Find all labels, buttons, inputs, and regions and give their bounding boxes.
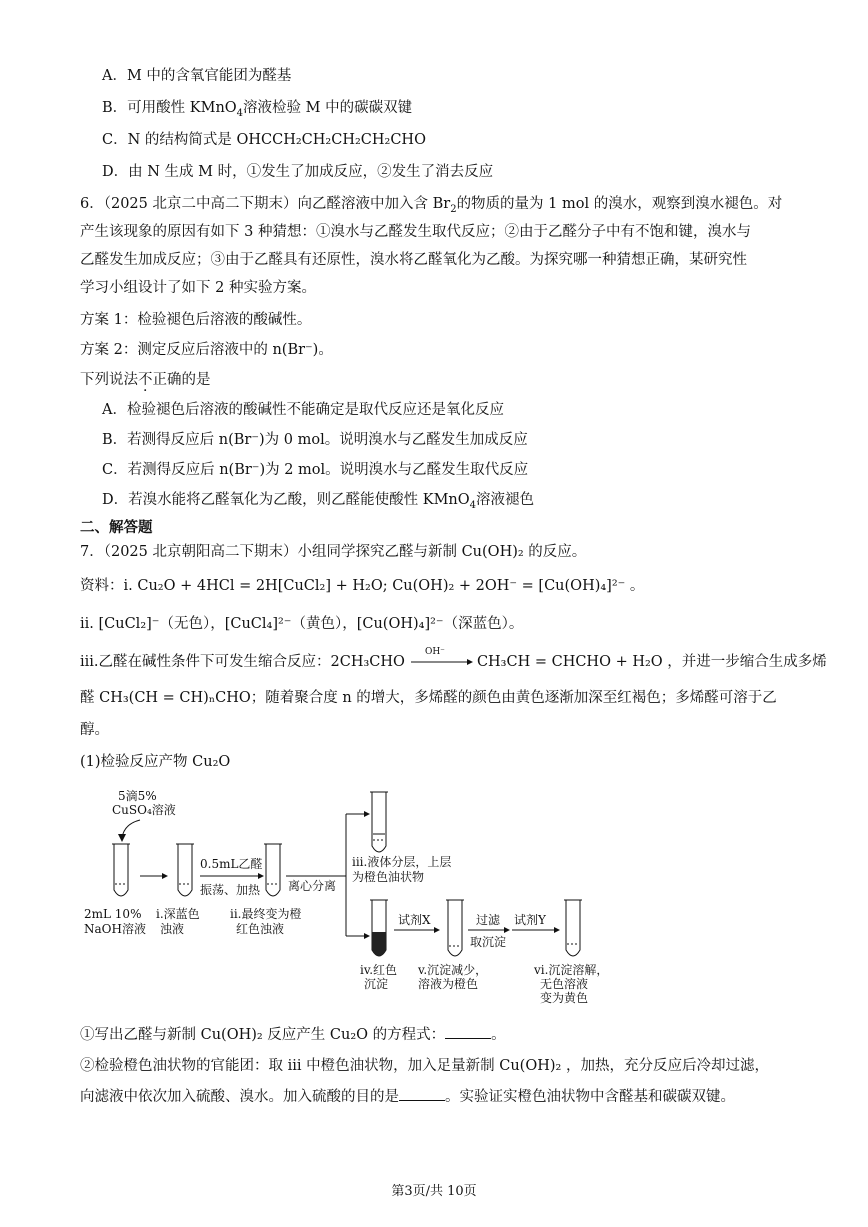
centrifuge-label: 离心分离: [288, 879, 337, 893]
tube-iii-label-line2: 为橙色油状物: [352, 870, 425, 884]
filter-label: 过滤: [476, 913, 501, 927]
arrow-1-icon: [140, 873, 168, 879]
q7-ref-i: 资料：i. Cu₂O + 4HCl = 2H[CuCl₂] + H₂O; Cu(OH)₂ + 2OH⁻ = [Cu(OH)₄]²⁻ 。: [80, 578, 645, 594]
tube2-label-line1: i.深蓝色: [156, 907, 200, 921]
q6-ask-pre: 下列说法: [80, 372, 138, 388]
test-tube-iii-icon: [370, 792, 388, 852]
q5-option-b-text: B．可用酸性 KMnO: [102, 100, 237, 116]
tube-vi-label-line1: vi.沉淀溶解，: [534, 963, 609, 977]
dropping-arrowhead-icon: [118, 834, 126, 842]
q7-sub2-line2-b: 。实验证实橙色油状物中含醛基和碳碳双键。: [445, 1089, 735, 1105]
section-title: 二、解答题: [80, 519, 153, 536]
q7-sub2-line2-a: 向滤液中依次加入硫酸、溴水。加入硫酸的目的是: [80, 1089, 399, 1105]
reagent-y-label: 试剂Y: [514, 913, 546, 927]
q7-sub1-text: ①写出乙醛与新制 Cu(OH)₂ 反应产生 Cu₂O 的方程式：: [80, 1027, 446, 1043]
q6-line1-sub: 2: [450, 203, 457, 215]
q7-ref-iii: [80, 647, 827, 672]
test-tube-vi-icon: [564, 900, 582, 956]
q6-option-d-text2: 溶液褪色: [476, 492, 535, 508]
shake-heat-label: 振荡、加热: [200, 883, 261, 897]
reagent-cuso4-line2: CuSO₄溶液: [112, 803, 176, 817]
page-footer: 第3页/共 10页: [391, 1184, 477, 1199]
tube-vi-label-line3: 变为黄色: [540, 991, 589, 1005]
q6-line1: [80, 194, 782, 214]
q7-ref-iii-line2: 醛 CH₃(CH = CH)ₙCHO；随着聚合度 n 的增大，多烯醛的颜色由黄色逐渐加深至红褐色；多烯醛可溶于乙: [80, 690, 777, 706]
tube-vi-label-line2: 无色溶液: [540, 977, 589, 991]
take-precipitate-label: 取沉淀: [470, 935, 507, 949]
q6-ask-emphasis: 不: [138, 372, 153, 388]
q5-option-a: A．M 中的含氧官能团为醛基: [102, 68, 292, 84]
reagent-x-label: 试剂X: [398, 913, 431, 927]
answer-blank-1[interactable]: [445, 1024, 491, 1039]
q7-ref-ii: ii. [CuCl₂]⁻（无色），[CuCl₄]²⁻（黄色），[Cu(OH)₄]²⁻（深蓝色）。: [80, 616, 524, 632]
tube-v-label-line1: v.沉淀减少，: [418, 963, 488, 977]
q7-intro: 7．（2025 北京朝阳高二下期末）小组同学探究乙醛与新制 Cu(OH)₂ 的反应。: [80, 544, 587, 560]
answer-blank-2[interactable]: [399, 1086, 445, 1101]
branch-arrow-up-icon: [346, 811, 370, 817]
q6-option-d: [102, 490, 534, 510]
add-acetaldehyde-label: 0.5mL乙醛: [200, 857, 263, 871]
q6-line3: 乙醛发生加成反应；③由于乙醛具有还原性，溴水将乙醛氧化为乙酸。为探究哪一种猜想正确，某研究性: [80, 252, 747, 268]
q7-sub2-line2: [80, 1086, 735, 1107]
tube-v-label-line2: 溶液为橙色: [418, 977, 479, 991]
test-tube-1-icon: [112, 844, 130, 896]
tube-iii-label-line1: iii.液体分层，上层: [352, 855, 452, 869]
q6-plan2: 方案 2：测定反应后溶液中的 n(Br⁻)。: [80, 342, 333, 358]
q6-option-d-text: D．若溴水能将乙醛氧化为乙酸，则乙醛能使酸性 KMnO: [102, 492, 470, 508]
q6-ask-post: 正确的是: [152, 372, 211, 388]
arrow-filter-icon: [468, 927, 510, 933]
q6-line4: 学习小组设计了如下 2 种实验方案。: [80, 280, 316, 296]
q6-plan1: 方案 1：检验褪色后溶液的酸碱性。: [80, 312, 312, 328]
q7-ref-iii-condition: OH⁻: [424, 647, 445, 657]
tube-iv-label-line2: 沉淀: [364, 977, 389, 991]
q6-ask: [80, 370, 211, 390]
q7-part1-title: (1)检验反应产物 Cu₂O: [80, 754, 231, 770]
q6-option-a: A．检验褪色后溶液的酸碱性不能确定是取代反应还是氧化反应: [102, 402, 504, 418]
tube3-label-line2: 红色浊液: [236, 922, 285, 936]
arrow-y-icon: [512, 927, 560, 933]
q7-sub1: [80, 1024, 506, 1045]
reagent-cuso4-line1: 5滴5%: [118, 789, 157, 803]
arrow-2-icon: [200, 873, 264, 879]
q7-sub1-end: 。: [491, 1027, 506, 1043]
experiment-diagram: [0, 778, 868, 1018]
tube3-label-line1: ii.最终变为橙: [230, 907, 302, 921]
q6-option-b: B．若测得反应后 n(Br⁻)为 0 mol。说明溴水与乙醛发生加成反应: [102, 432, 528, 448]
q7-ref-iii-line3: 醇。: [80, 722, 109, 738]
q5-option-b-text2: 溶液检验 M 中的碳碳双键: [243, 100, 413, 116]
q7-ref-iii-b: CH₃CH = CHCHO + H₂O ，并进一步缩合生成多烯: [476, 654, 827, 670]
tube2-label-line2: 浊液: [160, 922, 185, 936]
branch-arrow-down-icon: [346, 933, 370, 939]
q6-option-c: C．若测得反应后 n(Br⁻)为 2 mol。说明溴水与乙醛发生取代反应: [102, 462, 529, 478]
arrow-x-icon: [394, 927, 440, 933]
test-tube-v-icon: [446, 900, 464, 956]
q7-sub2-line1: ②检验橙色油状物的官能团：取 iii 中橙色油状物，加入足量新制 Cu(OH)₂ ，加热，充分反应后冷却过滤，: [80, 1058, 769, 1074]
tube1-label-line2: NaOH溶液: [84, 922, 146, 936]
q5-option-d: D．由 N 生成 M 时，①发生了加成反应，②发生了消去反应: [102, 164, 494, 180]
tube1-label-line1: 2mL 10%: [84, 907, 142, 921]
q6-line1-a: 6．（2025 北京二中高二下期末）向乙醛溶液中加入含 Br: [80, 196, 451, 212]
q7-ref-iii-a: iii.乙醛在碱性条件下可发生缩合反应：2CH₃CHO: [80, 654, 405, 670]
test-tube-iv-icon: [370, 900, 388, 956]
q7-ref-iii-arrow: [409, 647, 473, 672]
test-tube-2-icon: [176, 844, 194, 896]
q6-line1-b: 的物质的量为 1 mol 的溴水，观察到溴水褪色。对: [456, 196, 783, 212]
q5-option-b: [102, 98, 412, 118]
q6-line2: 产生该现象的原因有如下 3 种猜想：①溴水与乙醛发生取代反应；②由于乙醛分子中有不饱和键，溴水与: [80, 224, 751, 240]
q5-option-b-sub: 4: [236, 107, 244, 119]
q5-option-c: C．N 的结构简式是 OHCCH₂CH₂CH₂CH₂CHO: [102, 132, 426, 148]
test-tube-3-icon: [264, 844, 282, 896]
q6-option-d-sub: 4: [469, 499, 477, 511]
tube-iv-label-line1: iv.红色: [360, 963, 398, 977]
